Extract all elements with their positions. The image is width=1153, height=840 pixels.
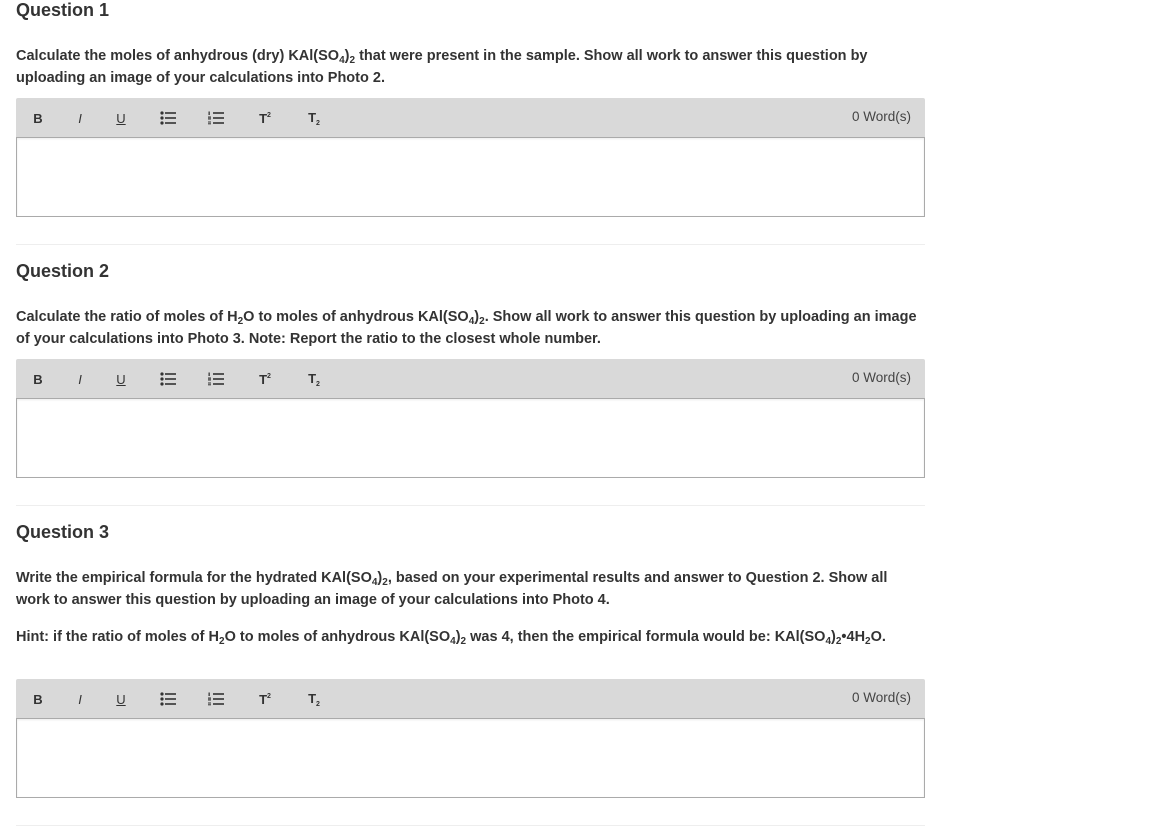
question-2 — [16, 261, 925, 388]
bold-button[interactable]: B — [33, 691, 43, 707]
editor-toolbar — [16, 359, 925, 398]
answer-textarea[interactable] — [16, 137, 925, 217]
editor-toolbar — [16, 679, 925, 718]
bold-button[interactable]: B — [33, 371, 43, 387]
bullet-list-icon — [160, 692, 176, 706]
answer-textarea[interactable] — [16, 718, 925, 798]
superscript-icon: $T^2$ — [259, 110, 271, 126]
numbered-list-icon — [208, 111, 224, 125]
numbered-list-button[interactable] — [207, 369, 225, 389]
subscript-button[interactable] — [305, 689, 323, 709]
numbered-list-icon — [208, 692, 224, 706]
underline-button[interactable]: U — [116, 110, 126, 126]
word-count: 0 Word(s) — [851, 109, 911, 124]
question-title: Question 2 — [16, 261, 110, 281]
italic-button[interactable]: I — [78, 371, 82, 387]
superscript-button[interactable] — [256, 689, 274, 709]
superscript-icon: $T^2$ — [259, 691, 271, 707]
divider — [16, 825, 925, 826]
bold-button[interactable]: B — [33, 110, 43, 126]
numbered-list-button[interactable] — [207, 108, 225, 128]
divider — [16, 244, 925, 245]
subscript-button[interactable] — [305, 108, 323, 128]
numbered-list-icon — [208, 372, 224, 386]
italic-button[interactable]: I — [78, 110, 82, 126]
bullet-list-icon — [160, 372, 176, 386]
word-count: 0 Word(s) — [851, 370, 911, 385]
question-1 — [16, 0, 925, 127]
word-count: 0 Word(s) — [851, 690, 911, 705]
bullet-list-button[interactable] — [159, 369, 177, 389]
question-hint: Hint: if the ratio of moles of $H_2O$ to moles of anhydrous $KAl(SO_4)_2$ was 4, then the empirical formula would be: $KAl(SO_4)_2•4H_2O$. — [16, 629, 886, 647]
superscript-icon: $T^2$ — [259, 371, 271, 387]
underline-button[interactable]: U — [116, 691, 126, 707]
subscript-icon: $T_2$ — [308, 690, 320, 708]
question-title: Question 3 — [16, 522, 110, 542]
superscript-button[interactable] — [256, 108, 274, 128]
subscript-icon: $T_2$ — [308, 109, 320, 127]
question-text: Calculate the moles of anhydrous (dry) $KAl(SO_4)_2$ that were present in the sample. Show all work to answer this question by uploading an image of your calculations into Photo 2. — [16, 48, 868, 86]
bullet-list-button[interactable] — [159, 108, 177, 128]
rich-text-editor — [16, 98, 925, 217]
question-text: Write the empirical formula for the hydrated $KAl(SO_4)_2$, based on your experimental results and answer to Question 2. Show all work to answer this question by uploading an image of your calculations into Photo 4. — [16, 570, 888, 608]
subscript-button[interactable] — [305, 369, 323, 389]
question-3 — [16, 522, 925, 708]
underline-button[interactable]: U — [116, 371, 126, 387]
question-title: Question 1 — [16, 0, 110, 20]
answer-textarea[interactable] — [16, 398, 925, 478]
bullet-list-button[interactable] — [159, 689, 177, 709]
italic-button[interactable]: I — [78, 691, 82, 707]
numbered-list-button[interactable] — [207, 689, 225, 709]
rich-text-editor — [16, 359, 925, 478]
divider — [16, 505, 925, 506]
subscript-icon: $T_2$ — [308, 370, 320, 388]
rich-text-editor — [16, 679, 925, 798]
bullet-list-icon — [160, 111, 176, 125]
question-text: Calculate the ratio of moles of $H_2O$ to moles of anhydrous $KAl(SO_4)_2$. Show all work to answer this question by uploading an image of your calculations into Photo 3. Note: Report the ratio to the closest whole number. — [16, 309, 917, 347]
editor-toolbar — [16, 98, 925, 137]
superscript-button[interactable] — [256, 369, 274, 389]
